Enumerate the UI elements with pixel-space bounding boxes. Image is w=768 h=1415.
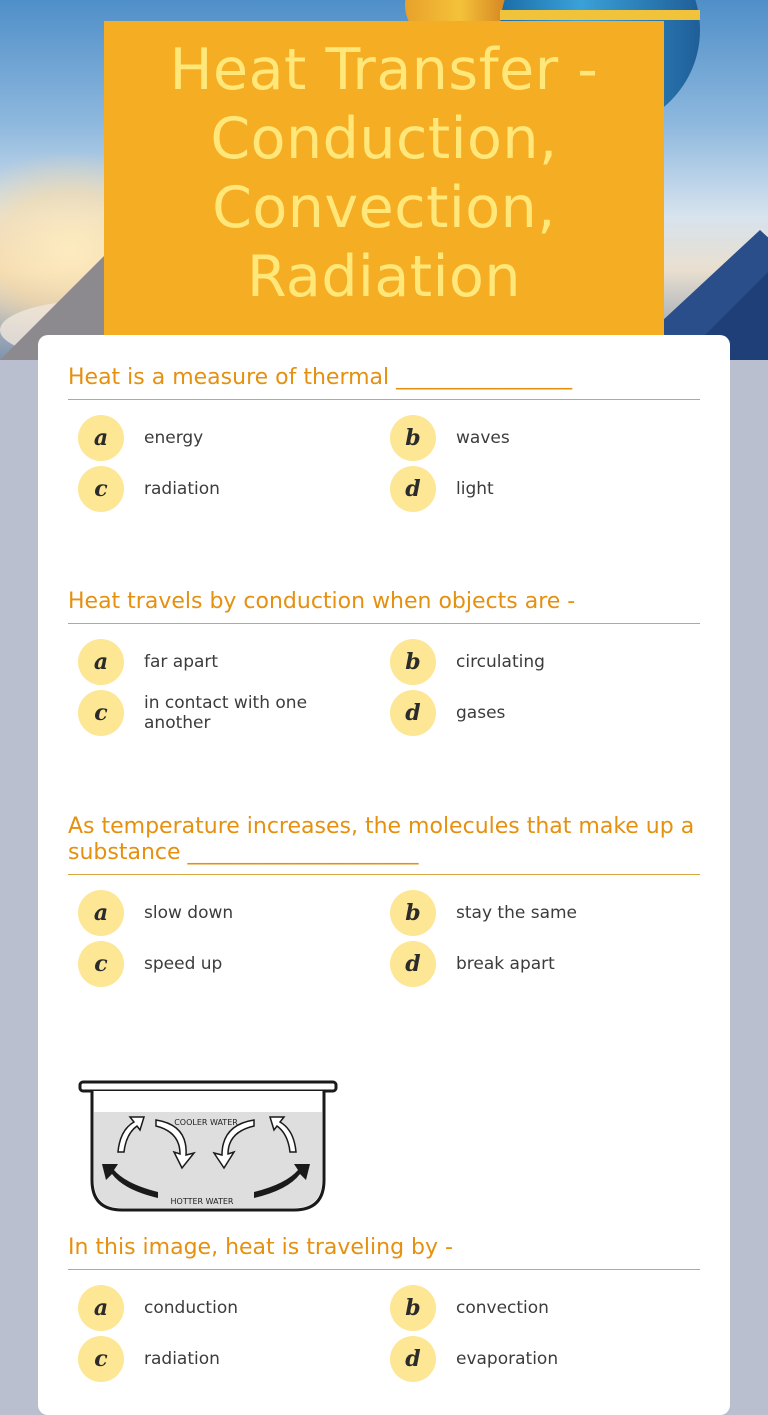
option-letter-badge: c [78, 1336, 124, 1382]
option-letter-badge: b [390, 890, 436, 936]
option-label: convection [456, 1298, 549, 1318]
answer-options [68, 414, 700, 514]
option-letter-badge: c [78, 466, 124, 512]
option-a[interactable] [78, 1284, 378, 1332]
option-c[interactable] [78, 1335, 378, 1383]
worksheet-card [38, 335, 730, 1415]
worksheet-title: Heat Transfer - Conduction, Convection, Radiation [169, 37, 599, 310]
title-banner [104, 21, 664, 339]
question-text: Heat travels by conduction when objects are - [68, 589, 700, 624]
option-label: energy [144, 428, 204, 448]
option-label: waves [456, 428, 510, 448]
option-d[interactable] [390, 940, 690, 988]
option-c[interactable] [78, 940, 378, 988]
question-1 [68, 365, 700, 514]
option-letter-badge: b [390, 639, 436, 685]
option-label: speed up [144, 954, 223, 974]
option-letter-badge: a [78, 639, 124, 685]
option-b[interactable] [390, 889, 690, 937]
question-4 [68, 1235, 700, 1384]
option-label: evaporation [456, 1349, 559, 1369]
option-label: slow down [144, 903, 234, 923]
option-label: in contact with one another [144, 693, 308, 733]
option-label: light [456, 479, 494, 499]
option-b[interactable] [390, 638, 690, 686]
option-letter-badge: c [78, 690, 124, 736]
option-label: radiation [144, 479, 220, 499]
option-letter-badge: b [390, 1285, 436, 1331]
question-text: Heat is a measure of thermal ________________ [68, 365, 700, 400]
option-a[interactable] [78, 889, 378, 937]
option-label: circulating [456, 652, 545, 672]
option-letter-badge: a [78, 415, 124, 461]
option-letter-badge: c [78, 941, 124, 987]
option-b[interactable] [390, 414, 690, 462]
option-c[interactable] [78, 689, 378, 737]
convection-pot-diagram [78, 1080, 338, 1215]
option-letter-badge: a [78, 890, 124, 936]
option-letter-badge: b [390, 415, 436, 461]
option-letter-badge: d [390, 466, 436, 512]
option-c[interactable] [78, 465, 378, 513]
option-label: break apart [456, 954, 555, 974]
option-label: conduction [144, 1298, 238, 1318]
answer-options [68, 1284, 700, 1384]
cooler-water-label: COOLER WATER [174, 1118, 238, 1127]
option-b[interactable] [390, 1284, 690, 1332]
option-d[interactable] [390, 1335, 690, 1383]
question-2 [68, 589, 700, 738]
question-3 [68, 814, 700, 989]
question-text: As temperature increases, the molecules that make up a substance _____________________ [68, 814, 700, 875]
option-a[interactable] [78, 638, 378, 686]
option-a[interactable] [78, 414, 378, 462]
answer-options [68, 889, 700, 989]
option-d[interactable] [390, 465, 690, 513]
option-letter-badge: d [390, 1336, 436, 1382]
option-letter-badge: a [78, 1285, 124, 1331]
option-letter-badge: d [390, 941, 436, 987]
option-label: gases [456, 703, 506, 723]
question-text: In this image, heat is traveling by - [68, 1235, 700, 1270]
answer-options [68, 638, 700, 738]
option-d[interactable] [390, 689, 690, 737]
option-letter-badge: d [390, 690, 436, 736]
option-label: stay the same [456, 903, 578, 923]
hotter-water-label: HOTTER WATER [170, 1197, 234, 1206]
option-label: radiation [144, 1349, 220, 1369]
option-label: far apart [144, 652, 219, 672]
